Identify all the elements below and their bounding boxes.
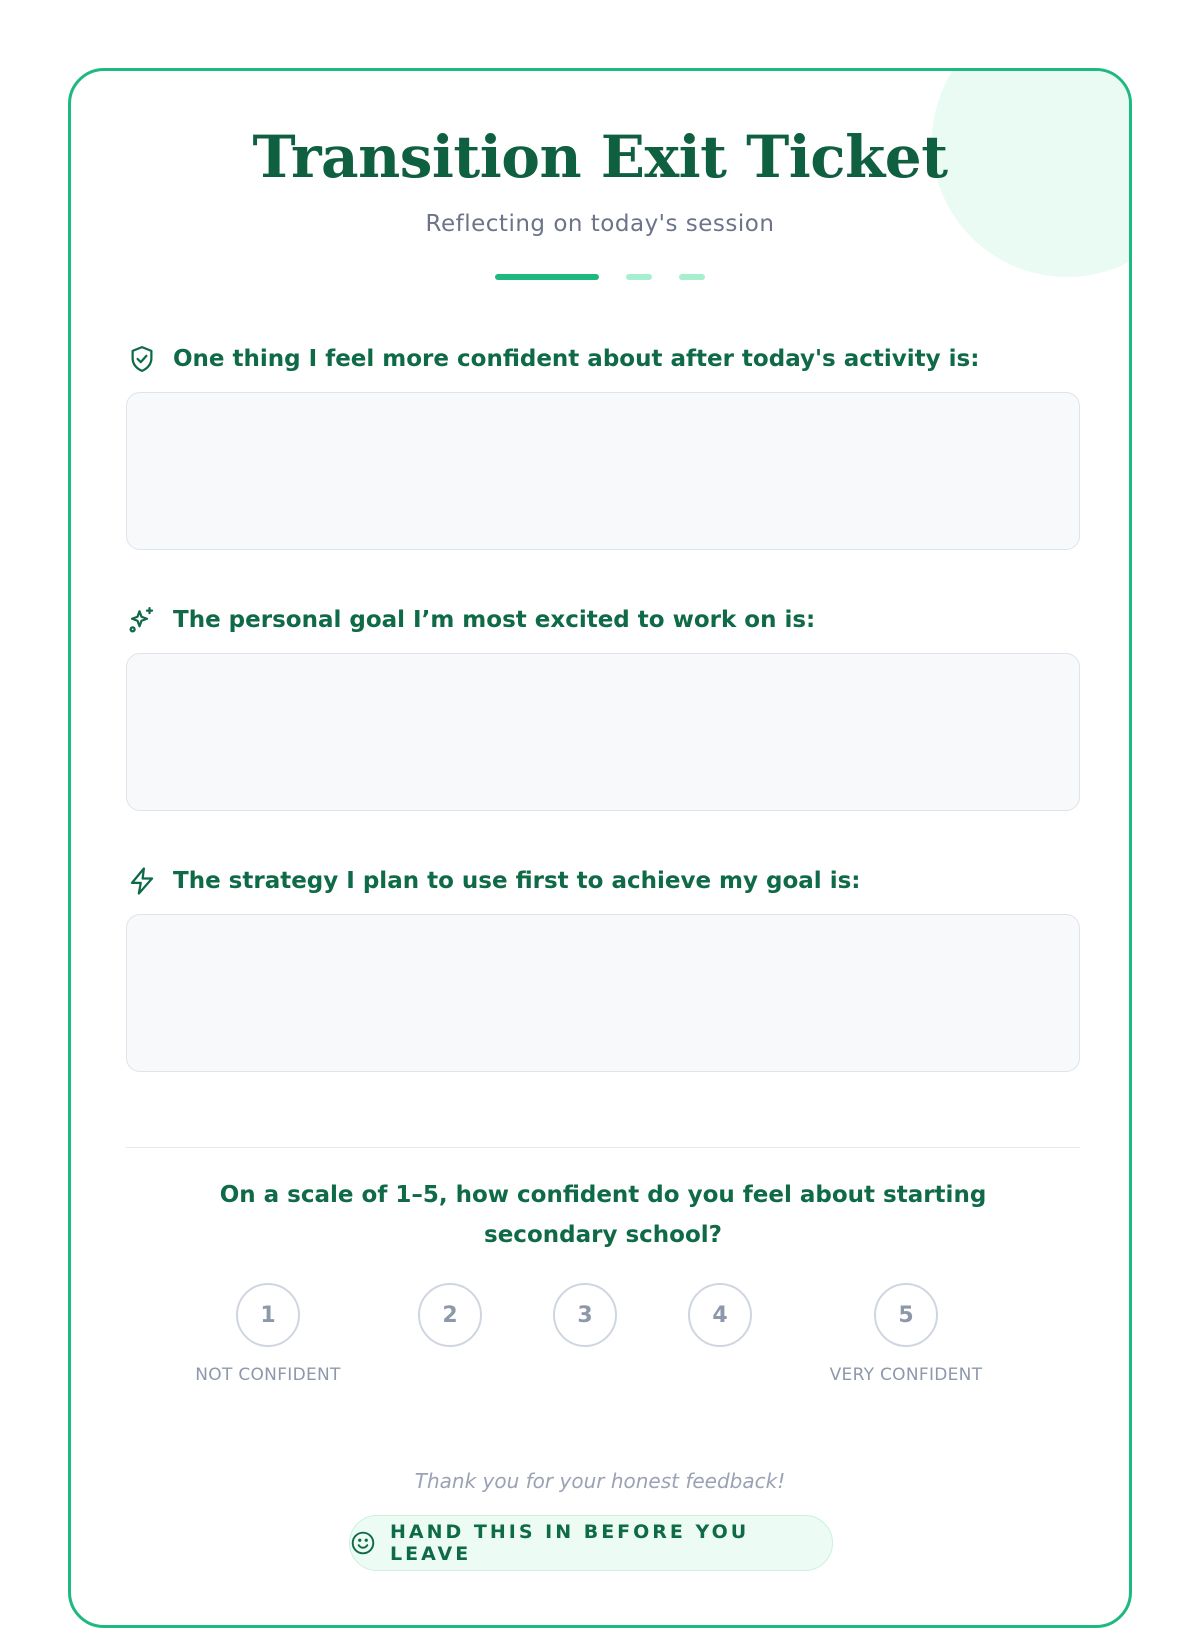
hand-in-badge [349,1515,833,1571]
question-2-label [127,604,815,636]
question-3-text: The strategy I plan to use first to achieve my goal is: [173,868,861,894]
progress-dash [679,274,705,280]
answer-field-confidence[interactable] [126,392,1080,550]
progress-dash [626,274,652,280]
question-3-label [127,865,860,897]
progress-dash-active [495,274,599,280]
scale-option-2[interactable]: 2 [418,1283,482,1347]
scale-option-3[interactable]: 3 [553,1283,617,1347]
scale-high-label: VERY CONFIDENT [829,1365,983,1385]
section-divider [126,1147,1080,1148]
exit-ticket-card [68,68,1132,1628]
page-title: Transition Exit Ticket [252,123,948,191]
shield-check-icon [127,344,157,374]
smiley-face-icon [350,1530,376,1556]
page-subtitle: Reflecting on today's session [425,211,775,237]
question-1-text: One thing I feel more confident about after today's activity is: [173,346,980,372]
answer-field-goal[interactable] [126,653,1080,811]
answer-field-strategy[interactable] [126,914,1080,1072]
sparkles-icon [127,605,157,635]
scale-option-1[interactable]: 1 [236,1283,300,1347]
lightning-bolt-icon [127,866,157,896]
thank-you-message: Thank you for your honest feedback! [414,1469,786,1493]
scale-option-4[interactable]: 4 [688,1283,752,1347]
question-1-label [127,343,979,375]
question-2-text: The personal goal I’m most excited to work on is: [173,607,816,633]
scale-low-label: NOT CONFIDENT [195,1365,341,1385]
scale-option-5[interactable]: 5 [874,1283,938,1347]
hand-in-badge-text: HAND THIS IN BEFORE YOU LEAVE [390,1521,750,1565]
scale-question: On a scale of 1–5, how confident do you feel about starting secondary school? [219,1182,987,1248]
